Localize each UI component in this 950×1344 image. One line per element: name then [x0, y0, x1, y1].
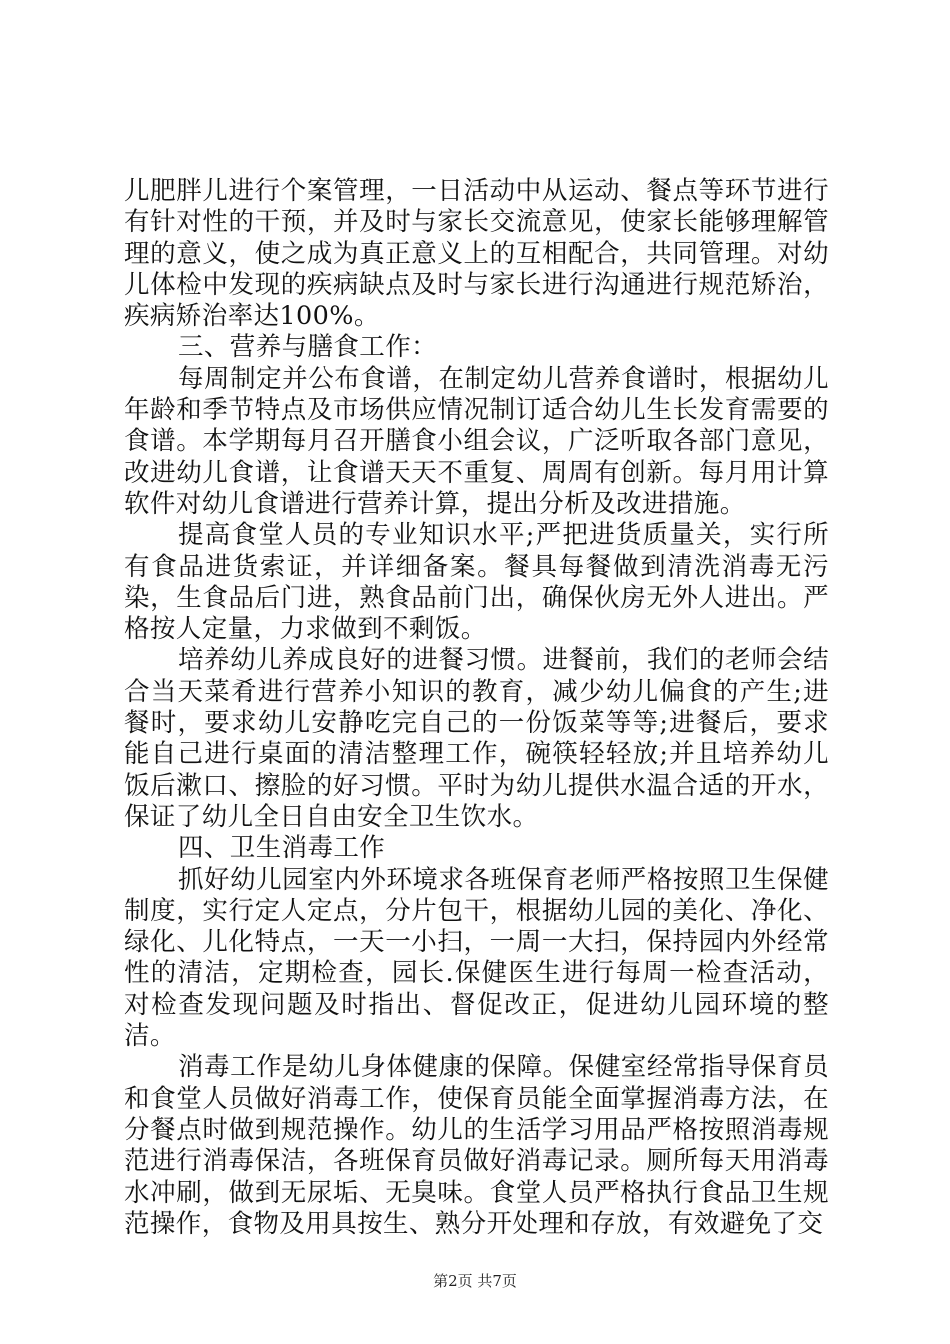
paragraph-disinfection: 消毒工作是幼儿身体健康的保障。保健室经常指导保育员和食堂人员做好消毒工作，使保育员能全面掌握消毒方法，在分餐点时做到规范操作。幼儿的生活学习用品严格按照消毒规范进行消毒保洁，各班保育员做好消毒记录。厕所每天用消毒水冲刷，做到无尿垢、无臭味。食堂人员严格执行食品卫生规范操作，食物及用具按生、熟分开处理和存放，有效避免了交: [124, 1052, 829, 1239]
paragraph-environment: 抓好幼儿园室内外环境求各班保育老师严格按照卫生保健制度，实行定人定点，分片包干，根据幼儿园的美化、净化、绿化、儿化特点，一天一小扫，一周一大扫，保持园内外经常性的清洁，定期检查，园长.保健医生进行每周一检查活动，对检查发现问题及时指出、督促改正，促进幼儿园环境的整洁。: [124, 864, 829, 1052]
section-heading-nutrition: 三、营养与膳食工作：: [178, 332, 438, 363]
page-number-footer: 第2页 共7页: [433, 1272, 517, 1290]
section-heading-hygiene: 四、卫生消毒工作: [178, 833, 386, 864]
paragraph-menu: 每周制定并公布食谱，在制定幼儿营养食谱时，根据幼儿年龄和季节特点及市场供应情况制订适合幼儿生长发育需要的食谱。本学期每月召开膳食小组会议，广泛听取各部门意见，改进幼儿食谱，让食谱天天不重复、周周有创新。每月用计算软件对幼儿食谱进行营养计算，提出分析及改进措施。: [124, 363, 829, 519]
paragraph-1: 儿肥胖儿进行个案管理，一日活动中从运动、餐点等环节进行有针对性的干预，并及时与家长交流意见，使家长能够理解管理的意义，使之成为真正意义上的互相配合，共同管理。对幼儿体检中发现的疾病缺点及时与家长进行沟通进行规范矫治，疾病矫治率达100%。: [124, 176, 829, 332]
paragraph-canteen: 提高食堂人员的专业知识水平;严把进货质量关，实行所有食品进货索证，并详细备案。餐具每餐做到清洗消毒无污染，生食品后门进，熟食品前门出，确保伙房无外人进出。严格按人定量，力求做到不剩饭。: [124, 520, 829, 645]
paragraph-eating-habits: 培养幼儿养成良好的进餐习惯。进餐前，我们的老师会结合当天菜肴进行营养小知识的教育，减少幼儿偏食的产生;进餐时，要求幼儿安静吃完自己的一份饭菜等等;进餐后，要求能自己进行桌面的清洁整理工作，碗筷轻轻放;并且培养幼儿饭后漱口、擦脸的好习惯。平时为幼儿提供水温合适的开水，保证了幼儿全日自由安全卫生饮水。: [124, 645, 829, 832]
document-body: [124, 176, 829, 1240]
